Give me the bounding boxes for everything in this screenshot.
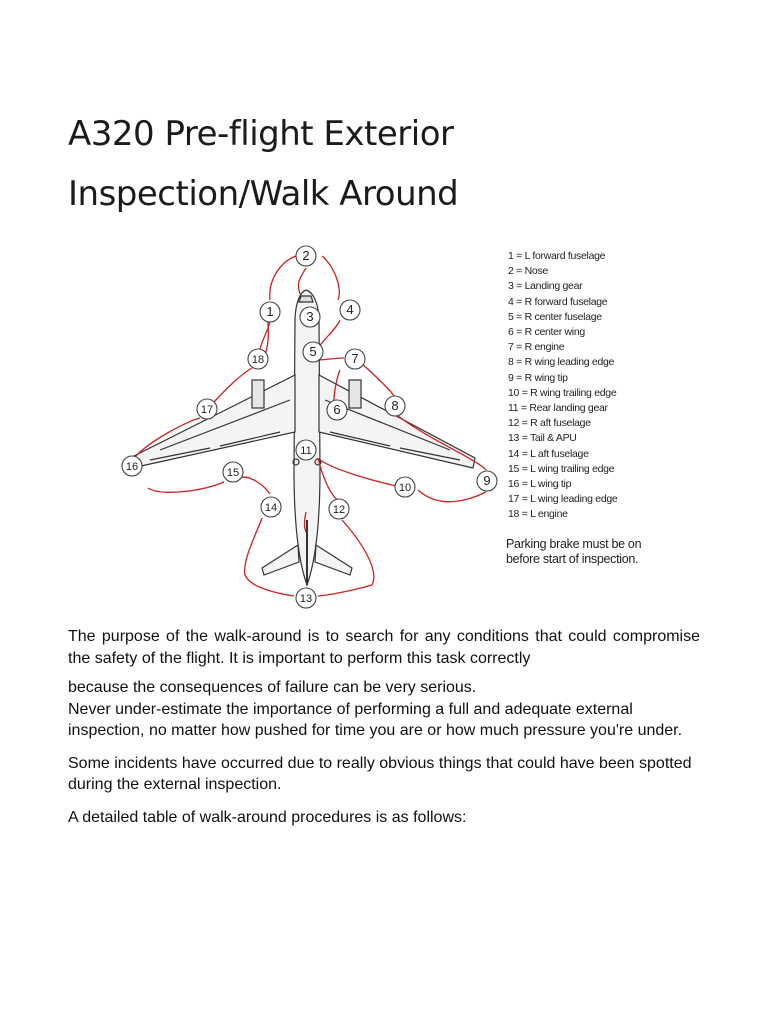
legend-item: 8 = R wing leading edge [508,356,615,369]
marker-label-12: 12 [332,504,346,516]
legend-item: 3 = Landing gear [508,280,583,293]
marker-label-4: 4 [346,302,354,317]
marker-label-5: 5 [309,344,317,359]
legend-item: 16 = L wing tip [508,478,572,491]
marker-label-14: 14 [264,502,278,514]
page-title [68,104,708,224]
title-line-2: Inspection/Walk Around [68,174,459,214]
paragraph-purpose-continued: because the consequences of failure can be very serious. [68,679,477,696]
marker-label-8: 8 [391,398,399,413]
diagram-legend [508,249,668,523]
aircraft-drawing [130,290,475,585]
legend-item: 9 = R wing tip [508,371,568,384]
marker-label-16: 16 [125,461,139,473]
body-text [68,626,700,828]
legend-item: 7 = R engine [508,341,565,354]
marker-label-2: 2 [302,248,310,263]
legend-item: 1 = L forward fuselage [508,250,606,262]
legend-item: 10 = R wing trailing edge [508,386,617,399]
legend-item: 11 = Rear landing gear [508,402,608,415]
legend-item: 17 = L wing leading edge [508,493,618,506]
legend-item: 18 = L engine [508,508,568,521]
marker-label-11: 11 [300,445,312,457]
marker-label-7: 7 [351,351,359,366]
legend-item: 12 = R aft fuselage [508,417,591,430]
title-line-1: A320 Pre-flight Exterior [68,114,454,154]
marker-label-13: 13 [299,593,313,605]
marker-label-9: 9 [483,473,491,488]
parking-brake-note: Parking brake must be on before start of inspection. [506,537,642,566]
paragraph-purpose: The purpose of the walk-around is to search for any conditions that could compromise the safety of the flight. It is important to perform this task correctly [68,628,700,667]
marker-label-15: 15 [226,467,240,479]
legend-item: 14 = L aft fuselage [508,447,589,460]
paragraph-importance: Never under-estimate the importance of performing a full and adequate external inspection, no matter how pushed for time you are or how much pressure you're under. [68,700,683,739]
paragraph-table-intro: A detailed table of walk-around procedures is as follows: [68,808,467,826]
legend-item: 5 = R center fuselage [508,310,602,323]
marker-label-1: 1 [266,304,274,319]
legend-item: 15 = L wing trailing edge [508,462,615,475]
marker-label-18: 18 [251,354,265,366]
paragraph-incidents: Some incidents have occurred due to really obvious things that could have been spotted during the external inspection. [68,754,692,793]
marker-label-6: 6 [333,402,341,417]
marker-label-17: 17 [200,404,214,416]
marker-label-3: 3 [306,309,314,324]
legend-item: 2 = Nose [508,265,548,278]
legend-item: 6 = R center wing [508,326,585,339]
legend-item: 4 = R forward fuselage [508,295,608,308]
legend-item: 13 = Tail & APU [508,432,577,445]
marker-label-10: 10 [398,482,412,494]
